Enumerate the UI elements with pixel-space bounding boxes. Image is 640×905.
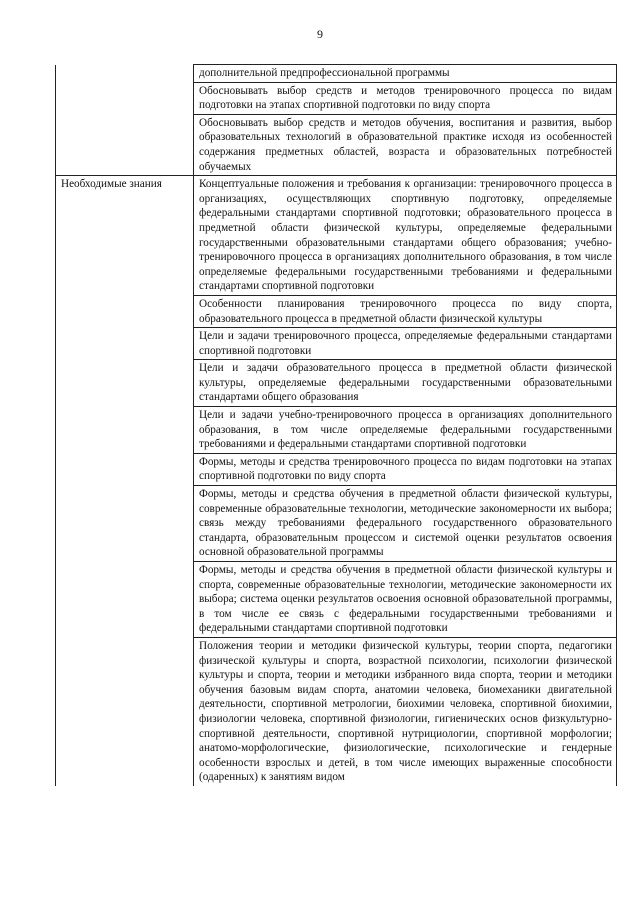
knowledge-label: Необходимые знания: [56, 176, 194, 786]
table-cell: Особенности планирования тренировочного процесса по виду спорта, образовательного процесса в предметной области физической культуры: [194, 295, 617, 327]
table-cell: Цели и задачи учебно-тренировочного процесса в организациях дополнительного образования, в том числе определяемые федеральными государственными требованиями и федеральными стандартами спортивной подготовки: [194, 407, 617, 454]
table-cell: Концептуальные положения и требования к организации: тренировочного процесса в организациях, осуществляющих спортивную подготовку, определяемые федеральными стандартами спортивной подготовки; образовательного процесса в предметной области физической культуры, определяемые федеральными государственными образовательными стандартами общего образования; учебно-тренировочного процесса в организациях дополнительного образования, в том числе определяемые федеральными государственными требованиями и федеральными стандартами спортивной подготовки: [194, 176, 617, 296]
table-cell: Формы, методы и средства обучения в предметной области физической культуры и спорта, современные образовательные технологии, методические закономерности их выбора; система оценки результатов освоения основной образовательной программы, в том числе ее связь с федеральными государственными требованиями и федеральными стандартами спортивной подготовки: [194, 562, 617, 638]
table-cell: Положения теории и методики физической культуры, теории спорта, педагогики физической культуры и спорта, возрастной психологии, психологии физической культуры и спорта, теории и методики избранного вида спорта, теории и методики обучения базовым видам спорта, анатомии человека, биомеханики двигательной деятельности, спортивной метрологии, биохимии человека, спортивной биохимии, физиологии человека, спортивной физиологии, гигиенических основ физкультурно-спортивной деятельности, спортивной нутрициологии, спортивной морфологии; анатомо-морфологические, физиологические, психологические и гендерные особенности взрослых и детей, в том числе имеющих выраженные способности (одаренных) к занятиям видом: [194, 637, 617, 785]
page-number: 9: [317, 27, 323, 41]
competency-table: [55, 64, 617, 786]
table-cell: Обосновывать выбор средств и методов обучения, воспитания и развития, выбор образовательных технологий в образовательной практике исходя из особенностей содержания предметных областей, возраста и образовательных потребностей обучаемых: [194, 114, 617, 175]
row-label-empty: [56, 65, 194, 176]
table-cell: Формы, методы и средства тренировочного процесса по видам подготовки на этапах спортивной подготовки по виду спорта: [194, 453, 617, 485]
table-cell: Формы, методы и средства обучения в предметной области физической культуры, современные образовательные технологии, методические закономерности их выбора; связь между требованиями федерального государственного образовательного стандарта, образовательным процессом и системой оценки результатов освоения основной образовательной программы: [194, 486, 617, 562]
table-row: [56, 176, 617, 296]
table-cell: дополнительной предпрофессиональной программы: [194, 65, 617, 83]
table-row: [56, 65, 617, 83]
table-cell: Цели и задачи образовательного процесса в предметной области физической культуры, определяемые федеральными государственными образовательными стандартами общего образования: [194, 360, 617, 407]
table-cell: Обосновывать выбор средств и методов тренировочного процесса по видам подготовки на этапах спортивной подготовки по виду спорта: [194, 82, 617, 114]
table-cell: Цели и задачи тренировочного процесса, определяемые федеральными стандартами спортивной подготовки: [194, 328, 617, 360]
